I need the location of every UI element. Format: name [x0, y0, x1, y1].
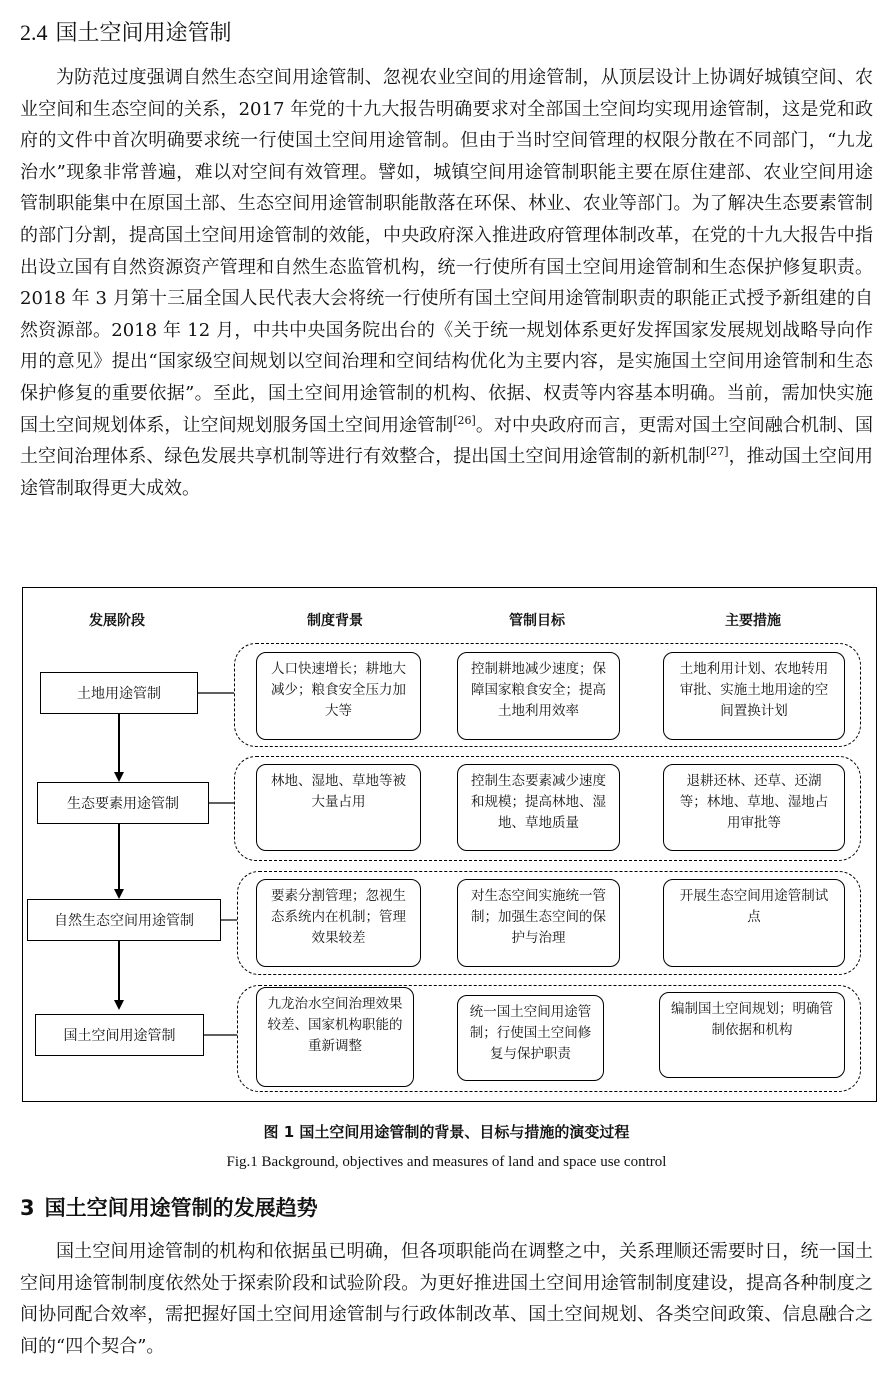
- section-3-number: 3: [20, 1196, 35, 1220]
- objective-cell: 控制生态要素减少速度和规模；提高林地、湿地、草地质量: [457, 764, 620, 851]
- objective-cell: 对生态空间实施统一管制；加强生态空间的保护与治理: [457, 879, 620, 967]
- measures-cell: 编制国土空间规划；明确管制依据和机构: [659, 992, 845, 1078]
- figure-caption-english: Fig.1 Background, objectives and measures of land and space use control: [226, 1154, 667, 1170]
- column-header-measures: 主要措施: [725, 613, 781, 629]
- background-cell: 林地、湿地、草地等被大量占用: [256, 764, 421, 851]
- citation-27[interactable]: [27]: [705, 445, 729, 459]
- stage-box: 自然生态空间用途管制: [27, 899, 221, 941]
- column-header-stage: 发展阶段: [89, 613, 145, 629]
- section-title: 国土空间用途管制: [55, 21, 232, 46]
- section-heading: [20, 16, 232, 47]
- paragraph-text: ，推动国土空间用途管制取得更大成效。: [20, 446, 873, 499]
- background-cell: 要素分割管理；忽视生态系统内在机制；管理效果较差: [256, 879, 421, 967]
- body-paragraph-1: [20, 62, 873, 504]
- section-number: 2.4: [20, 20, 48, 45]
- column-header-background: 制度背景: [307, 613, 363, 629]
- measures-cell: 退耕还林、还草、还湖等；林地、草地、湿地占用审批等: [663, 764, 845, 851]
- paragraph-text: 。对中央政府而言，更需对国土空间融合机制、国土空间治理体系、绿色发展共享机制等进行有效整合，提出国土空间用途管制的新机制: [20, 414, 874, 468]
- objective-cell: 控制耕地减少速度；保障国家粮食安全；提高土地利用效率: [457, 652, 620, 740]
- measures-cell: 开展生态空间用途管制试点: [663, 879, 845, 967]
- citation-26[interactable]: [26]: [453, 413, 476, 427]
- background-cell: 九龙治水空间治理效果较差、国家机构职能的重新调整: [256, 987, 414, 1087]
- background-cell: 人口快速增长；耕地大减少；粮食安全压力加大等: [256, 652, 421, 740]
- paragraph-text: 为防范过度强调自然生态空间用途管制、忽视农业空间的用途管制，从顶层设计上协调好城镇空间、农业空间和生态空间的关系，2017 年党的十九大报告明确要求对全部国土空间均实现用途管制，这是党和政府的文件中首次明确要求统一行使国土空间用途管制。但由于当时空间管理的权限分散在不同部门，“九龙治水”现象非常普遍，难以对空间有效管理。譬如，城镇空间用途管制职能主要在原住建部、农业空间用途管制职能集中在原国土部、生态空间用途管制职能散落在环保、林业、农业等部门。为了解决生态要素管制的部门分割，提高国土空间用途管制的效能，中央政府深入推进政府管理体制改革，在党的十九大报告中指出设立国有自然资源资产管理和自然生态监管机构，统一行使所有国土空间用途管制和生态保护修复职责。2018 年 3 月第十三届全国人民代表大会将统一行使所有国土空间用途管制职责的职能正式授予新组建的自然资源部。2018 年 12 月，中共中央国务院出台的《关于统一规划体系更好发挥国家发展规划战略导向作用的意见》提出“国家级空间规划以空间治理和空间结构优化为主要内容，是实施国土空间用途管制和生态保护修复的重要依据”。至此，国土空间用途管制的机构、依据、权责等内容基本明确。当前，需加快实施国土空间规划体系，让空间规划服务国土空间用途管制: [20, 67, 873, 436]
- body-paragraph-2: 国土空间用途管制的机构和依据虽已明确，但各项职能尚在调整之中，关系理顺还需要时日，统一国土空间用途管制制度依然处于探索阶段和试验阶段。为更好推进国土空间用途管制制度建设，提高各种制度之间协同配合效率，需把握好国土空间用途管制与行政体制改革、国土空间规划、各类空间政策、信息融合之间的“四个契合”。: [20, 1241, 873, 1357]
- figure-1-diagram: [22, 587, 877, 1102]
- section-3-heading: [20, 1192, 318, 1222]
- measures-cell: 土地利用计划、农地转用审批、实施土地用途的空间置换计划: [663, 652, 845, 740]
- stage-box: 土地用途管制: [40, 672, 198, 714]
- stage-box: 国土空间用途管制: [35, 1014, 204, 1056]
- objective-cell: 统一国土空间用途管制；行使国土空间修复与保护职责: [457, 995, 604, 1081]
- figure-caption-chinese: 图 1 国土空间用途管制的背景、目标与措施的演变过程: [263, 1123, 630, 1141]
- stage-box: 生态要素用途管制: [37, 782, 209, 824]
- section-3-title: 国土空间用途管制的发展趋势: [44, 1196, 318, 1220]
- column-header-objective: 管制目标: [509, 613, 565, 629]
